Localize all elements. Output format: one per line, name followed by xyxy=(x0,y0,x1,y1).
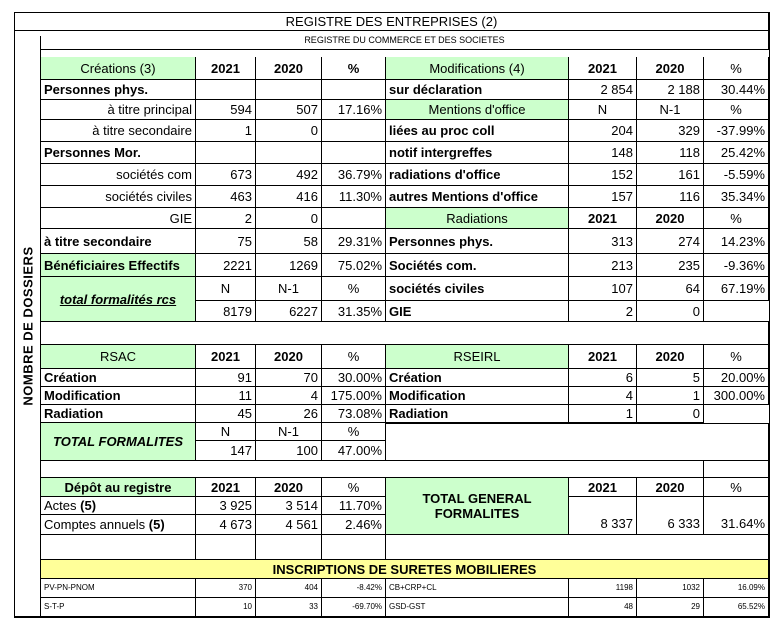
creations-secondaire-2021: 1 xyxy=(196,120,256,142)
mod-radiations-office-pct: -5.59% xyxy=(704,164,769,186)
mod-radiations-office-2020: 161 xyxy=(637,164,704,186)
spacer-row xyxy=(41,461,704,478)
rsac-modification-label: Modification xyxy=(41,387,196,405)
depot-actes-2021: 3 925 xyxy=(196,497,256,515)
creations-pct-header: % xyxy=(322,57,386,80)
suretes-row1-a1: 370 xyxy=(196,579,256,598)
rad-civ-2021: 107 xyxy=(569,277,637,301)
rsac-modification-pct: 175.00% xyxy=(322,387,386,405)
creations-secondaire-pct xyxy=(322,120,386,142)
depot-pct-header: % xyxy=(322,478,386,497)
rsac-total-n1: 100 xyxy=(256,441,322,461)
mod-proc-coll-2020: 329 xyxy=(637,120,704,142)
rseirl-creation-2020: 5 xyxy=(637,369,704,387)
mod-radiations-office-2021: 152 xyxy=(569,164,637,186)
mod-sur-declaration-2021: 2 854 xyxy=(569,80,637,100)
creations-sec2-2020: 58 xyxy=(256,229,322,254)
empty-cell xyxy=(41,535,196,560)
empty-cell xyxy=(196,535,256,560)
creations-principal-2020: 507 xyxy=(256,100,322,120)
empty-cell xyxy=(704,461,769,478)
creations-gie-pct xyxy=(322,208,386,229)
rsac-year-2020: 2020 xyxy=(256,345,322,369)
suretes-header: INSCRIPTIONS DE SURETES MOBILIERES xyxy=(41,560,769,579)
suretes-row1-b2: 1032 xyxy=(637,579,704,598)
rcs-total-n: 8179 xyxy=(196,301,256,322)
mod-notif-label: notif intergreffes xyxy=(386,142,569,164)
mod-sur-declaration-label: sur déclaration xyxy=(386,80,569,100)
mentions-office-n: N xyxy=(569,100,637,120)
mod-autres-2020: 116 xyxy=(637,186,704,208)
rsac-total-n1-header: N-1 xyxy=(256,423,322,441)
mod-notif-2021: 148 xyxy=(569,142,637,164)
suretes-row1-p2: 16.09% xyxy=(704,579,769,598)
creations-year-2021: 2021 xyxy=(196,57,256,80)
rsac-creation-2020: 70 xyxy=(256,369,322,387)
creations-soc-com-label: sociétés com xyxy=(41,164,196,186)
rad-civ-pct: 67.19% xyxy=(704,277,769,301)
radiations-header: Radiations xyxy=(386,208,569,229)
modifications-header: Modifications (4) xyxy=(386,57,569,80)
mentions-office-header: Mentions d'office xyxy=(386,100,569,120)
total-formalites-rcs-label: total formalités rcs xyxy=(41,277,196,322)
creations-soc-com-2020: 492 xyxy=(256,164,322,186)
rsac-modification-2020: 4 xyxy=(256,387,322,405)
depot-actes-label: Actes (5) xyxy=(41,497,196,515)
rad-gie-2020: 0 xyxy=(637,301,704,322)
mod-autres-label: autres Mentions d'office xyxy=(386,186,569,208)
creations-principal-label: à titre principal xyxy=(41,100,196,120)
side-label: NOMBRE DE DOSSIERS xyxy=(14,36,41,617)
empty-cell xyxy=(322,142,386,164)
creations-soc-com-pct: 36.79% xyxy=(322,164,386,186)
creations-soc-civ-pct: 11.30% xyxy=(322,186,386,208)
rsac-year-2021: 2021 xyxy=(196,345,256,369)
rsac-total-pct: 47.00% xyxy=(322,441,386,461)
suretes-row2-p1: -69.70% xyxy=(322,598,386,617)
depot-header: Dépôt au registre xyxy=(41,478,196,497)
rsac-radiation-pct: 73.08% xyxy=(322,405,386,423)
empty-block xyxy=(386,423,769,461)
rad-sc-2020: 235 xyxy=(637,254,704,277)
empty-cell xyxy=(196,80,256,100)
empty-cell xyxy=(386,535,769,560)
creations-secondaire-label: à titre secondaire xyxy=(41,120,196,142)
rad-sc-2021: 213 xyxy=(569,254,637,277)
depot-comptes-pct: 2.46% xyxy=(322,515,386,535)
rad-pp-pct: 14.23% xyxy=(704,229,769,254)
suretes-row1-label2: CB+CRP+CL xyxy=(386,579,569,598)
empty-cell xyxy=(196,142,256,164)
mod-radiations-office-label: radiations d'office xyxy=(386,164,569,186)
mod-sur-declaration-2020: 2 188 xyxy=(637,80,704,100)
mod-notif-pct: 25.42% xyxy=(704,142,769,164)
depot-comptes-2020: 4 561 xyxy=(256,515,322,535)
total-general-year-2021: 2021 xyxy=(569,478,637,497)
sheet-subtitle: REGISTRE DU COMMERCE ET DES SOCIETES xyxy=(41,31,769,50)
rcs-total-n1: 6227 xyxy=(256,301,322,322)
empty-cell xyxy=(322,535,386,560)
mod-sur-declaration-pct: 30.44% xyxy=(704,80,769,100)
rad-pp-2021: 313 xyxy=(569,229,637,254)
rsac-header: RSAC xyxy=(41,345,196,369)
empty-cell xyxy=(256,80,322,100)
radiations-pct-header: % xyxy=(704,208,769,229)
empty-cell xyxy=(256,142,322,164)
rsac-pct-header: % xyxy=(322,345,386,369)
rad-civ-2020: 64 xyxy=(637,277,704,301)
rseirl-creation-label: Création xyxy=(386,369,569,387)
total-general-pct-header: % xyxy=(704,478,769,497)
rsac-total-n-header: N xyxy=(196,423,256,441)
rcs-pct-header: % xyxy=(322,277,386,301)
rseirl-radiation-2021: 1 xyxy=(569,405,637,423)
total-general-label: TOTAL GENERAL FORMALITES xyxy=(386,478,569,535)
rseirl-modification-2020: 1 xyxy=(637,387,704,405)
mod-proc-coll-label: liées au proc coll xyxy=(386,120,569,142)
rad-civ-label: sociétés civiles xyxy=(386,277,569,301)
suretes-row2-a2: 48 xyxy=(569,598,637,617)
total-general-2021: 8 337 xyxy=(569,497,637,535)
depot-year-2021: 2021 xyxy=(196,478,256,497)
creations-gie-2021: 2 xyxy=(196,208,256,229)
empty-cell xyxy=(322,80,386,100)
mentions-office-n1: N-1 xyxy=(637,100,704,120)
creations-principal-2021: 594 xyxy=(196,100,256,120)
suretes-row2-label1: S-T-P xyxy=(41,598,196,617)
rad-gie-2021: 2 xyxy=(569,301,637,322)
suretes-row1-a2: 1198 xyxy=(569,579,637,598)
mod-proc-coll-2021: 204 xyxy=(569,120,637,142)
rad-gie-pct xyxy=(704,301,769,322)
rcs-n1-header: N-1 xyxy=(256,277,322,301)
creations-sec2-2021: 75 xyxy=(196,229,256,254)
rsac-radiation-label: Radiation xyxy=(41,405,196,423)
suretes-row1-label1: PV-PN-PNOM xyxy=(41,579,196,598)
sheet-title: REGISTRE DES ENTREPRISES (2) xyxy=(14,12,769,31)
suretes-row2-label2: GSD-GST xyxy=(386,598,569,617)
rsac-creation-label: Création xyxy=(41,369,196,387)
rsac-creation-pct: 30.00% xyxy=(322,369,386,387)
creations-principal-pct: 17.16% xyxy=(322,100,386,120)
rseirl-modification-pct: 300.00% xyxy=(704,387,769,405)
rsac-creation-2021: 91 xyxy=(196,369,256,387)
total-general-2020: 6 333 xyxy=(637,497,704,535)
rad-gie-label: GIE xyxy=(386,301,569,322)
depot-comptes-2021: 4 673 xyxy=(196,515,256,535)
suretes-row2-p2: 65.52% xyxy=(704,598,769,617)
creations-benef-2020: 1269 xyxy=(256,254,322,277)
creations-sec2-label: à titre secondaire xyxy=(41,229,196,254)
creations-secondaire-2020: 0 xyxy=(256,120,322,142)
rad-pp-label: Personnes phys. xyxy=(386,229,569,254)
mod-autres-2021: 157 xyxy=(569,186,637,208)
depot-year-2020: 2020 xyxy=(256,478,322,497)
depot-actes-pct: 11.70% xyxy=(322,497,386,515)
suretes-row2-b1: 33 xyxy=(256,598,322,617)
rsac-total-pct-header: % xyxy=(322,423,386,441)
creations-benef-label: Bénéficiaires Effectifs xyxy=(41,254,196,277)
rsac-radiation-2021: 45 xyxy=(196,405,256,423)
creations-header: Créations (3) xyxy=(41,57,196,80)
empty-cell xyxy=(256,535,322,560)
rsac-total-label: TOTAL FORMALITES xyxy=(41,423,196,461)
rsac-modification-2021: 11 xyxy=(196,387,256,405)
empty-cell xyxy=(704,405,769,423)
rseirl-creation-pct: 20.00% xyxy=(704,369,769,387)
rseirl-creation-2021: 6 xyxy=(569,369,637,387)
rseirl-year-2021: 2021 xyxy=(569,345,637,369)
creations-benef-2021: 2221 xyxy=(196,254,256,277)
suretes-row2-a1: 10 xyxy=(196,598,256,617)
creations-personnes-phys: Personnes phys. xyxy=(41,80,196,100)
creations-soc-civ-label: sociétés civiles xyxy=(41,186,196,208)
creations-gie-label: GIE xyxy=(41,208,196,229)
rsac-radiation-2020: 26 xyxy=(256,405,322,423)
creations-soc-com-2021: 673 xyxy=(196,164,256,186)
radiations-year-2020: 2020 xyxy=(637,208,704,229)
total-general-pct: 31.64% xyxy=(704,497,769,535)
rad-sc-label: Sociétés com. xyxy=(386,254,569,277)
rseirl-radiation-label: Radiation xyxy=(386,405,569,423)
spacer-row xyxy=(41,322,769,345)
depot-actes-2020: 3 514 xyxy=(256,497,322,515)
modifications-pct-header: % xyxy=(704,57,769,80)
total-general-year-2020: 2020 xyxy=(637,478,704,497)
mod-proc-coll-pct: -37.99% xyxy=(704,120,769,142)
creations-gie-2020: 0 xyxy=(256,208,322,229)
rsac-total-n: 147 xyxy=(196,441,256,461)
rseirl-year-2020: 2020 xyxy=(637,345,704,369)
mod-notif-2020: 118 xyxy=(637,142,704,164)
rcs-total-pct: 31.35% xyxy=(322,301,386,322)
rseirl-modification-2021: 4 xyxy=(569,387,637,405)
rseirl-modification-label: Modification xyxy=(386,387,569,405)
suretes-row2-b2: 29 xyxy=(637,598,704,617)
creations-benef-pct: 75.02% xyxy=(322,254,386,277)
rad-pp-2020: 274 xyxy=(637,229,704,254)
rseirl-header: RSEIRL xyxy=(386,345,569,369)
creations-soc-civ-2021: 463 xyxy=(196,186,256,208)
suretes-row1-b1: 404 xyxy=(256,579,322,598)
mentions-office-pct: % xyxy=(704,100,769,120)
rseirl-pct-header: % xyxy=(704,345,769,369)
depot-comptes-label: Comptes annuels (5) xyxy=(41,515,196,535)
creations-year-2020: 2020 xyxy=(256,57,322,80)
rad-sc-pct: -9.36% xyxy=(704,254,769,277)
rseirl-radiation-2020: 0 xyxy=(637,405,704,423)
creations-personnes-mor: Personnes Mor. xyxy=(41,142,196,164)
rcs-n-header: N xyxy=(196,277,256,301)
radiations-year-2021: 2021 xyxy=(569,208,637,229)
suretes-row1-p1: -8.42% xyxy=(322,579,386,598)
mod-autres-pct: 35.34% xyxy=(704,186,769,208)
modifications-year-2021: 2021 xyxy=(569,57,637,80)
modifications-year-2020: 2020 xyxy=(637,57,704,80)
creations-soc-civ-2020: 416 xyxy=(256,186,322,208)
creations-sec2-pct: 29.31% xyxy=(322,229,386,254)
